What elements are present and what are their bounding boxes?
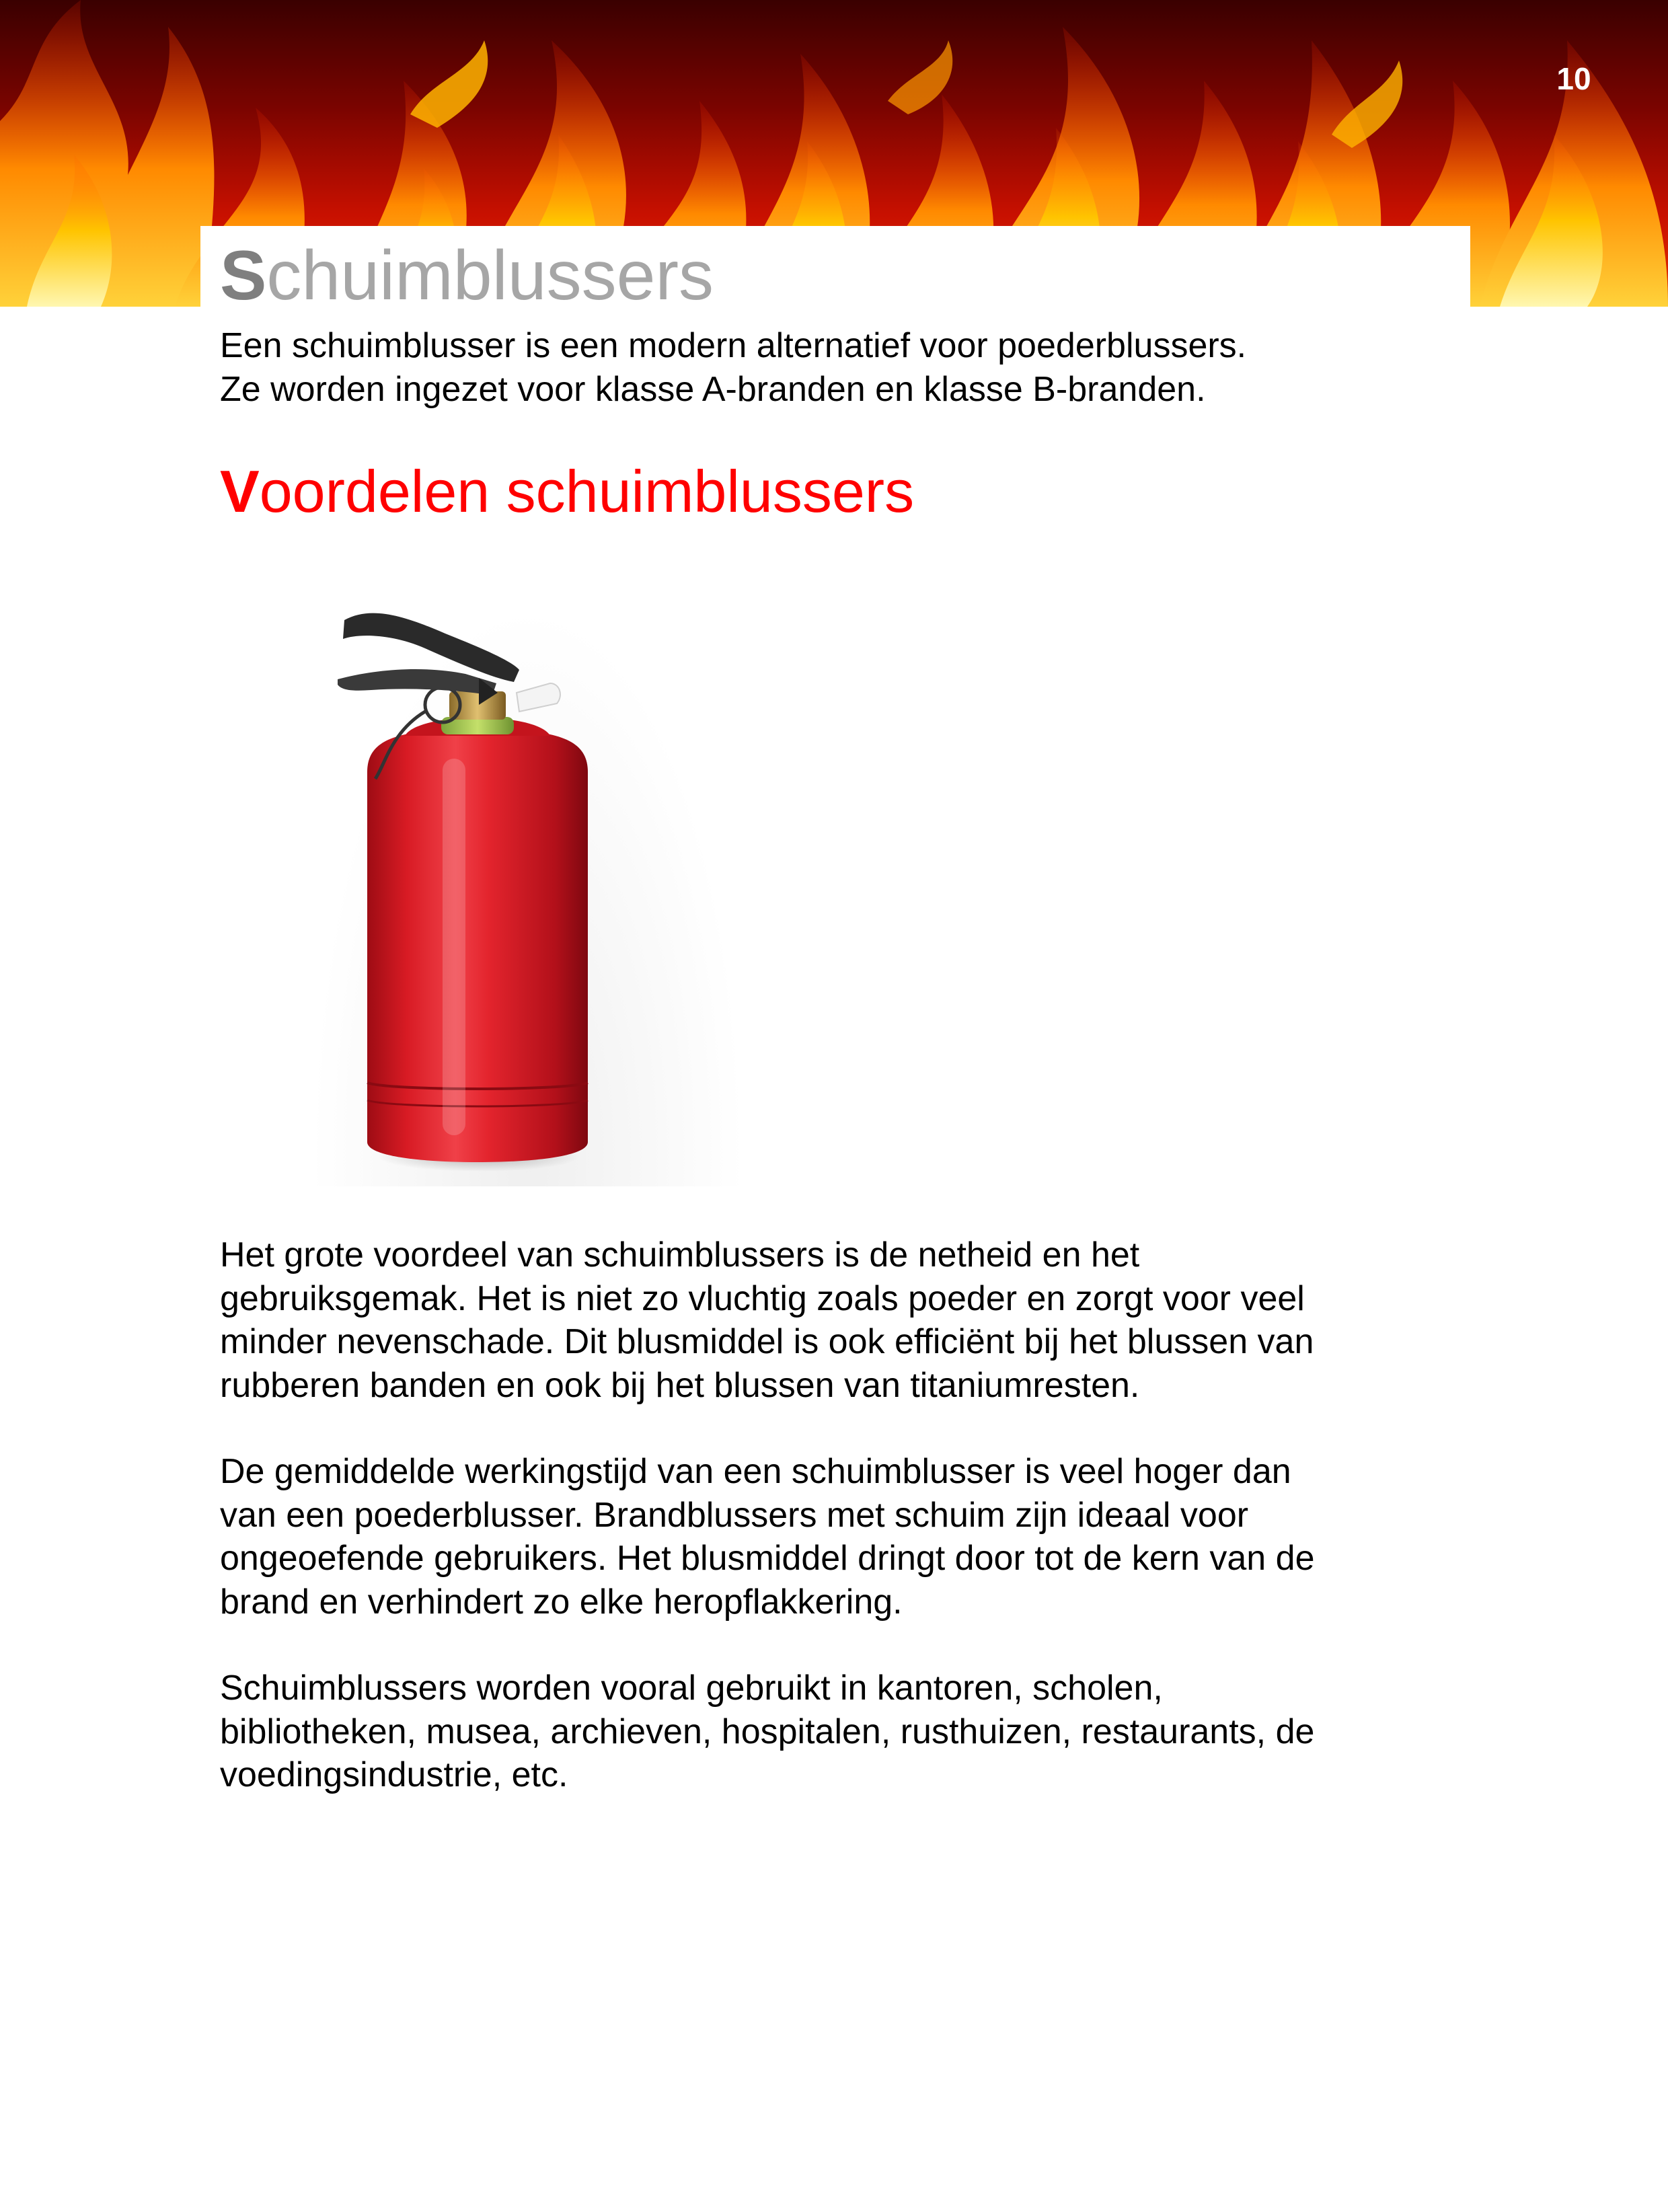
page-title (220, 235, 714, 316)
intro-text (220, 324, 1431, 412)
section-subtitle-initial: V (220, 458, 260, 525)
paragraph-line: van een poederblusser. Brandblussers met schuim zijn ideaal voor (220, 1495, 1249, 1535)
paragraph-line: minder nevenschade. Dit blusmiddel is ook efficiënt bij het blussen van (220, 1322, 1314, 1361)
page-number: 10 (1556, 61, 1591, 96)
paragraph-usage (220, 1667, 1498, 1797)
paragraph-line: bibliotheken, musea, archieven, hospitalen, rusthuizen, restaurants, de (220, 1712, 1315, 1751)
fire-extinguisher-image (311, 604, 745, 1186)
page-title-rest: chuimblussers (266, 237, 714, 315)
intro-line: Een schuimblusser is een modern alternatief voor poederblussers. (220, 326, 1247, 365)
paragraph-line: gebruiksgemak. Het is niet zo vluchtig zoals poeder en zorgt voor veel (220, 1279, 1305, 1318)
paragraph-duration (220, 1450, 1498, 1624)
paragraph-line: rubberen banden en ook bij het blussen van titaniumresten. (220, 1365, 1140, 1405)
page-title-initial: S (220, 237, 267, 315)
paragraph-line: voedingsindustrie, etc. (220, 1755, 568, 1794)
paragraph-line: De gemiddelde werkingstijd van een schuimblusser is veel hoger dan (220, 1452, 1291, 1491)
fire-extinguisher-icon (311, 604, 745, 1186)
paragraph-line: ongeoefende gebruikers. Het blusmiddel dringt door tot de kern van de (220, 1539, 1315, 1578)
section-subtitle (220, 455, 914, 529)
paragraph-line: Schuimblussers worden vooral gebruikt in kantoren, scholen, (220, 1669, 1163, 1708)
paragraph-line: Het grote voordeel van schuimblussers is de netheid en het (220, 1235, 1140, 1274)
intro-line: Ze worden ingezet voor klasse A-branden en klasse B-branden. (220, 370, 1206, 409)
paragraph-line: brand en verhindert zo elke heropflakkering. (220, 1582, 903, 1622)
section-subtitle-rest: oordelen schuimblussers (259, 458, 915, 525)
paragraph-advantages (220, 1233, 1498, 1407)
